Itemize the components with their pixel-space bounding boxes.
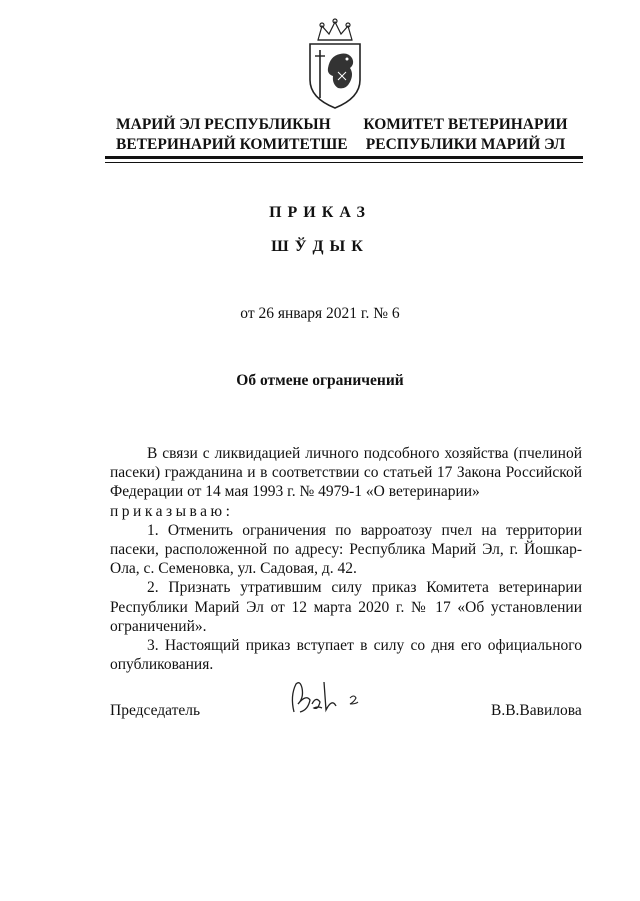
document-subject: Об отмене ограничений [236, 372, 404, 389]
header-right-line1: КОМИТЕТ ВЕТЕРИНАРИИ [363, 116, 568, 133]
header-right-line2: РЕСПУБЛИКИ МАРИЙ ЭЛ [365, 136, 566, 153]
document-title-mari: ШЎДЫК [271, 238, 369, 255]
signatory-position: Председатель [110, 702, 201, 719]
header-divider-thin [105, 162, 583, 163]
body-item-1: 1. Отменить ограничения по варроатозу пчел на территории пасеки, расположенной по адресу: Республика Марий Эл, г. Йошкар-Ола, с. Семеновка, ул. Садовая, д. 42. [110, 521, 582, 578]
signatory-name: В.В.Вавилова [491, 702, 582, 719]
body-order-word: приказываю: [110, 502, 234, 520]
handwritten-signature [288, 678, 366, 718]
header-right [363, 115, 568, 155]
document-date: от 26 января 2021 г. № 6 [240, 305, 400, 322]
body-item-3: 3. Настоящий приказ вступает в силу со дня его официального опубликования. [110, 637, 582, 674]
header-left-line1: МАРИЙ ЭЛ РЕСПУБЛИКЫН [116, 116, 331, 133]
header-divider-thick [105, 156, 583, 159]
document-title-ru: ПРИКАЗ [269, 204, 371, 221]
document-body [110, 444, 582, 674]
header-left-line2: ВЕТЕРИНАРИЙ КОМИТЕТШЕ [116, 136, 348, 153]
body-preamble: В связи с ликвидацией личного подсобного хозяйства (пчелиной пасеки) гражданина и в соответствии со статьей 17 Закона Российской Федерации от 14 мая 1993 г. № 4979-1 «О ветеринарии» [110, 445, 582, 501]
coat-of-arms-emblem [300, 18, 370, 110]
body-item-2: 2. Признать утратившим силу приказ Комитета ветеринарии Республики Марий Эл от 12 марта 2020 г. № 17 «Об установлении ограничений». [110, 579, 582, 635]
header-left [116, 115, 348, 155]
